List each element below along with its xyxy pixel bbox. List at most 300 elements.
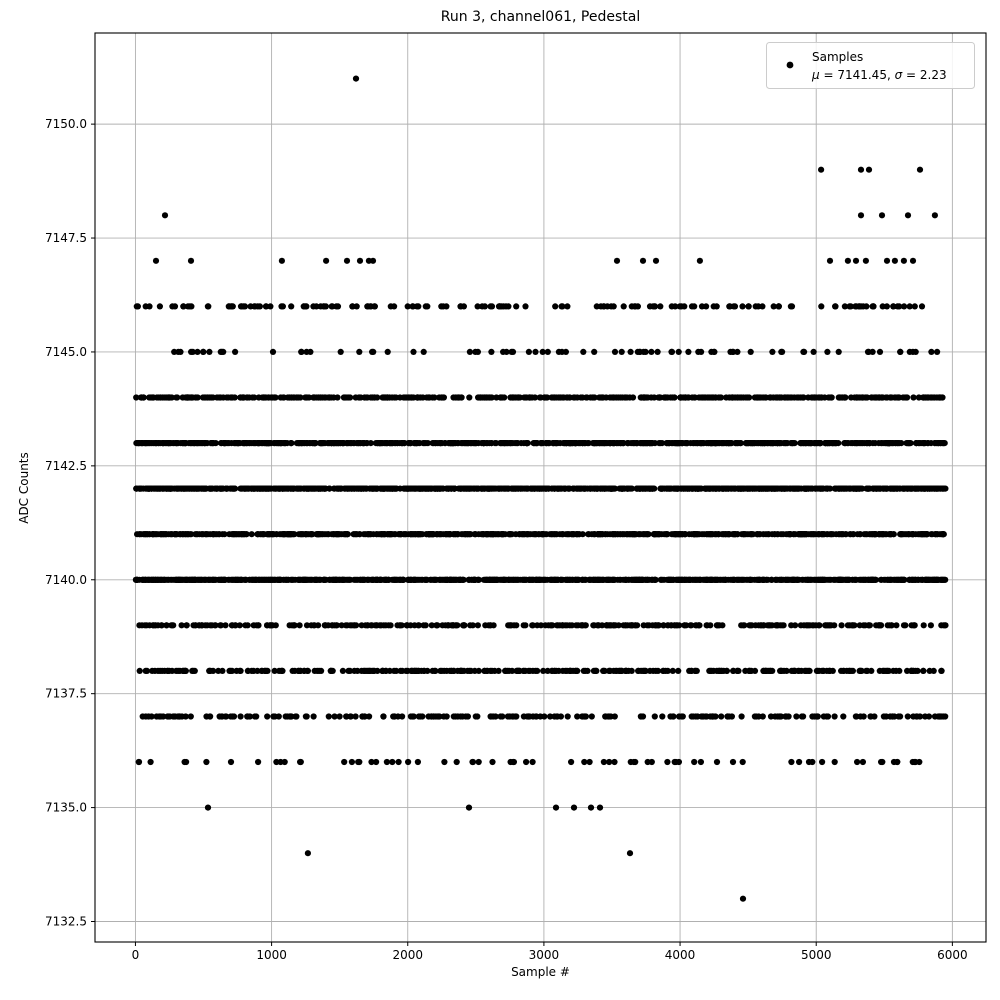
sample-point — [746, 303, 752, 309]
sample-point — [417, 486, 423, 492]
sample-point — [188, 303, 194, 309]
sample-point — [160, 531, 166, 537]
sample-point — [888, 531, 894, 537]
sample-point — [853, 303, 859, 309]
sample-point — [289, 622, 295, 628]
sample-point — [276, 440, 282, 446]
sample-point — [678, 394, 684, 400]
sample-point — [706, 394, 712, 400]
sample-point — [755, 303, 761, 309]
sample-point — [718, 394, 724, 400]
sample-point — [526, 349, 532, 355]
sample-point — [756, 394, 762, 400]
sample-point — [144, 531, 150, 537]
sample-point — [408, 531, 414, 537]
sample-point — [871, 486, 877, 492]
sample-point — [838, 394, 844, 400]
sample-point — [190, 349, 196, 355]
sample-point — [377, 440, 383, 446]
sample-point — [498, 394, 504, 400]
sample-point — [884, 394, 890, 400]
sample-point — [488, 349, 494, 355]
scatter-points — [133, 76, 949, 902]
sample-point — [536, 486, 542, 492]
sample-point — [334, 394, 340, 400]
sample-point — [789, 303, 795, 309]
sample-point — [554, 577, 560, 583]
sample-point — [942, 622, 948, 628]
sample-point — [183, 394, 189, 400]
sample-point — [685, 349, 691, 355]
sample-point — [909, 622, 915, 628]
sample-point — [635, 303, 641, 309]
sample-point — [713, 440, 719, 446]
sample-point — [194, 440, 200, 446]
sample-point — [696, 622, 702, 628]
sample-point — [171, 440, 177, 446]
sample-point — [547, 577, 553, 583]
sample-point — [205, 303, 211, 309]
sample-point — [157, 394, 163, 400]
sample-point — [298, 349, 304, 355]
sample-point — [610, 622, 616, 628]
sample-point — [610, 440, 616, 446]
sample-point — [407, 440, 413, 446]
sample-point — [893, 622, 899, 628]
sample-point — [415, 394, 421, 400]
sample-point — [206, 349, 212, 355]
sample-point — [399, 622, 405, 628]
sample-point — [778, 349, 784, 355]
sample-point — [480, 531, 486, 537]
sample-point — [450, 394, 456, 400]
sample-point — [392, 394, 398, 400]
sample-point — [334, 440, 340, 446]
sample-point — [672, 486, 678, 492]
sample-point — [388, 486, 394, 492]
sample-point — [326, 394, 332, 400]
sample-point — [294, 394, 300, 400]
sample-point — [645, 577, 651, 583]
sample-point — [388, 303, 394, 309]
sample-point — [744, 440, 750, 446]
sample-point — [155, 486, 161, 492]
sample-point — [591, 349, 597, 355]
sample-point — [627, 394, 633, 400]
sample-point — [868, 394, 874, 400]
sample-point — [423, 486, 429, 492]
sample-point — [877, 349, 883, 355]
sample-point — [493, 486, 499, 492]
sample-point — [716, 486, 722, 492]
sample-point — [551, 394, 557, 400]
sample-point — [530, 486, 536, 492]
sample-point — [620, 622, 626, 628]
sample-point — [906, 577, 912, 583]
sample-point — [414, 577, 420, 583]
sample-point — [280, 531, 286, 537]
sample-point — [922, 577, 928, 583]
sample-point — [169, 577, 175, 583]
sample-point — [510, 486, 516, 492]
sample-point — [439, 440, 445, 446]
sample-point — [658, 486, 664, 492]
sample-point — [860, 577, 866, 583]
sample-point — [936, 440, 942, 446]
sample-point — [843, 440, 849, 446]
sample-point — [241, 440, 247, 446]
sample-point — [866, 622, 872, 628]
sample-point — [448, 440, 454, 446]
sample-point — [350, 486, 356, 492]
sample-point — [600, 394, 606, 400]
sample-point — [268, 622, 274, 628]
sample-point — [572, 577, 578, 583]
sample-point — [200, 394, 206, 400]
sample-point — [928, 349, 934, 355]
sample-point — [464, 531, 470, 537]
sample-point — [397, 440, 403, 446]
sample-point — [740, 531, 746, 537]
sample-point — [758, 440, 764, 446]
sample-point — [730, 349, 736, 355]
sample-point — [299, 440, 305, 446]
sample-point — [501, 577, 507, 583]
sample-point — [200, 531, 206, 537]
sample-point — [611, 303, 617, 309]
sample-point — [814, 577, 820, 583]
sample-point — [556, 349, 562, 355]
sample-point — [672, 531, 678, 537]
sample-point — [542, 622, 548, 628]
sample-point — [727, 303, 733, 309]
sample-point — [671, 394, 677, 400]
sample-point — [828, 622, 834, 628]
sample-point — [749, 531, 755, 537]
sample-point — [288, 303, 294, 309]
sample-point — [579, 394, 585, 400]
sample-point — [832, 486, 838, 492]
sample-point — [453, 622, 459, 628]
sample-point — [712, 577, 718, 583]
sample-point — [245, 622, 251, 628]
sample-point — [482, 440, 488, 446]
sample-point — [216, 394, 222, 400]
sample-point — [699, 303, 705, 309]
sample-point — [353, 622, 359, 628]
sample-point — [835, 440, 841, 446]
sample-point — [474, 486, 480, 492]
sample-point — [736, 577, 742, 583]
sample-point — [417, 440, 423, 446]
sample-point — [588, 577, 594, 583]
sample-point — [434, 622, 440, 628]
sample-point — [287, 531, 293, 537]
sample-point — [457, 577, 463, 583]
sample-point — [559, 303, 565, 309]
sample-point — [679, 577, 685, 583]
sample-point — [524, 531, 530, 537]
sample-point — [748, 349, 754, 355]
sample-point — [405, 303, 411, 309]
sample-point — [699, 440, 705, 446]
sample-point — [655, 349, 661, 355]
sample-point — [784, 394, 790, 400]
sample-point — [153, 531, 159, 537]
sample-point — [544, 394, 550, 400]
sample-point — [408, 622, 414, 628]
sample-point — [347, 394, 353, 400]
sample-point — [277, 577, 283, 583]
sample-point — [325, 531, 331, 537]
sample-point — [940, 531, 946, 537]
sample-point — [580, 531, 586, 537]
sample-point — [912, 486, 918, 492]
sample-point — [897, 349, 903, 355]
sample-point — [704, 622, 710, 628]
sample-point — [168, 486, 174, 492]
sample-point — [386, 622, 392, 628]
sample-point — [370, 577, 376, 583]
sample-point — [508, 577, 514, 583]
sample-point — [515, 577, 521, 583]
sample-point — [177, 577, 183, 583]
sample-point — [672, 622, 678, 628]
sample-point — [612, 531, 618, 537]
sample-point — [270, 577, 276, 583]
sample-point — [508, 440, 514, 446]
sample-point — [360, 577, 366, 583]
sample-point — [457, 303, 463, 309]
sample-point — [552, 303, 558, 309]
sample-point — [163, 394, 169, 400]
sample-point — [765, 577, 771, 583]
sample-point — [737, 394, 743, 400]
sample-point — [870, 303, 876, 309]
sample-point — [329, 303, 335, 309]
sample-point — [222, 622, 228, 628]
sample-point — [270, 349, 276, 355]
sample-point — [919, 303, 925, 309]
sample-point — [842, 531, 848, 537]
sample-point — [293, 486, 299, 492]
sample-point — [251, 486, 257, 492]
sample-point — [343, 622, 349, 628]
sample-point — [879, 440, 885, 446]
sample-point — [522, 622, 528, 628]
sample-point — [507, 622, 513, 628]
sample-point — [340, 577, 346, 583]
sample-point — [134, 531, 140, 537]
sample-point — [239, 486, 245, 492]
sample-point — [605, 531, 611, 537]
sample-point — [423, 440, 429, 446]
sample-point — [649, 486, 655, 492]
sample-point — [311, 622, 317, 628]
sample-point — [143, 303, 149, 309]
sample-point — [459, 531, 465, 537]
sample-point — [255, 622, 261, 628]
sample-point — [878, 394, 884, 400]
sample-point — [726, 531, 732, 537]
sample-point — [587, 486, 593, 492]
sample-point — [247, 440, 253, 446]
sample-point — [280, 394, 286, 400]
sample-point — [317, 486, 323, 492]
sample-point — [866, 440, 872, 446]
sample-point — [641, 440, 647, 446]
sample-point — [333, 531, 339, 537]
sample-point — [689, 531, 695, 537]
sample-point — [645, 394, 651, 400]
sample-point — [244, 394, 250, 400]
sample-point — [625, 486, 631, 492]
sample-point — [571, 531, 577, 537]
sample-point — [813, 486, 819, 492]
sample-point — [135, 303, 141, 309]
sample-point — [307, 531, 313, 537]
sample-point — [857, 531, 863, 537]
sample-point — [164, 577, 170, 583]
sample-point — [509, 349, 515, 355]
sample-point — [910, 394, 916, 400]
sample-point — [869, 531, 875, 537]
sample-point — [644, 531, 650, 537]
sample-point — [824, 349, 830, 355]
sample-point — [673, 440, 679, 446]
sample-point — [651, 531, 657, 537]
sample-point — [826, 394, 832, 400]
sample-point — [788, 622, 794, 628]
sample-point — [209, 622, 215, 628]
sample-point — [747, 486, 753, 492]
sample-point — [611, 577, 617, 583]
sample-point — [631, 531, 637, 537]
sample-point — [201, 440, 207, 446]
sample-point — [170, 622, 176, 628]
sample-point — [590, 394, 596, 400]
sample-point — [454, 440, 460, 446]
sample-point — [658, 577, 664, 583]
sample-point — [311, 394, 317, 400]
sample-point — [232, 440, 238, 446]
sample-point — [440, 303, 446, 309]
sample-point — [580, 349, 586, 355]
sample-point — [648, 349, 654, 355]
sample-point — [492, 577, 498, 583]
sample-point — [559, 622, 565, 628]
sample-point — [370, 349, 376, 355]
sample-point — [517, 531, 523, 537]
sample-point — [191, 577, 197, 583]
sample-point — [159, 440, 165, 446]
sample-point — [356, 531, 362, 537]
sample-point — [700, 577, 706, 583]
sample-point — [628, 349, 634, 355]
sample-point — [500, 531, 506, 537]
sample-point — [801, 349, 807, 355]
sample-point — [540, 349, 546, 355]
sample-point — [839, 622, 845, 628]
sample-point — [646, 622, 652, 628]
sample-point — [666, 577, 672, 583]
sample-point — [351, 440, 357, 446]
sample-point — [856, 394, 862, 400]
sample-point — [676, 349, 682, 355]
sample-point — [647, 440, 653, 446]
sample-point — [226, 303, 232, 309]
sample-point — [741, 622, 747, 628]
sample-point — [141, 394, 147, 400]
sample-point — [910, 349, 916, 355]
sample-point — [208, 394, 214, 400]
sample-point — [608, 486, 614, 492]
sample-point — [551, 531, 557, 537]
sample-point — [266, 394, 272, 400]
sample-point — [482, 303, 488, 309]
sample-point — [625, 577, 631, 583]
sample-point — [557, 440, 563, 446]
sample-point — [890, 303, 896, 309]
sample-point — [461, 622, 467, 628]
sample-point — [853, 486, 859, 492]
sample-point — [775, 531, 781, 537]
sample-point — [714, 622, 720, 628]
sample-point — [885, 622, 891, 628]
sample-point — [425, 394, 431, 400]
sample-point — [522, 303, 528, 309]
sample-point — [798, 440, 804, 446]
sample-point — [178, 486, 184, 492]
sample-point — [314, 577, 320, 583]
sample-point — [901, 486, 907, 492]
sample-point — [405, 486, 411, 492]
sample-point — [624, 531, 630, 537]
sample-point — [513, 622, 519, 628]
sample-point — [651, 577, 657, 583]
sample-point — [237, 394, 243, 400]
sample-point — [889, 440, 895, 446]
sample-point — [513, 303, 519, 309]
sample-point — [669, 349, 675, 355]
sample-point — [225, 577, 231, 583]
sample-point — [883, 486, 889, 492]
sample-point — [839, 486, 845, 492]
sample-point — [698, 394, 704, 400]
sample-point — [829, 440, 835, 446]
sample-point — [322, 577, 328, 583]
sample-point — [634, 440, 640, 446]
sample-point — [792, 531, 798, 537]
sample-point — [195, 486, 201, 492]
sample-point — [739, 303, 745, 309]
sample-point — [850, 622, 856, 628]
sample-point — [137, 486, 143, 492]
sample-point — [150, 394, 156, 400]
sample-point — [523, 440, 529, 446]
sample-point — [467, 349, 473, 355]
sample-point — [425, 531, 431, 537]
sample-point — [239, 531, 245, 537]
sample-point — [157, 303, 163, 309]
sample-point — [870, 349, 876, 355]
sample-point — [730, 577, 736, 583]
sample-point — [723, 577, 729, 583]
sample-point — [816, 622, 822, 628]
sample-point — [371, 303, 377, 309]
sample-point — [142, 577, 148, 583]
sample-point — [799, 577, 805, 583]
